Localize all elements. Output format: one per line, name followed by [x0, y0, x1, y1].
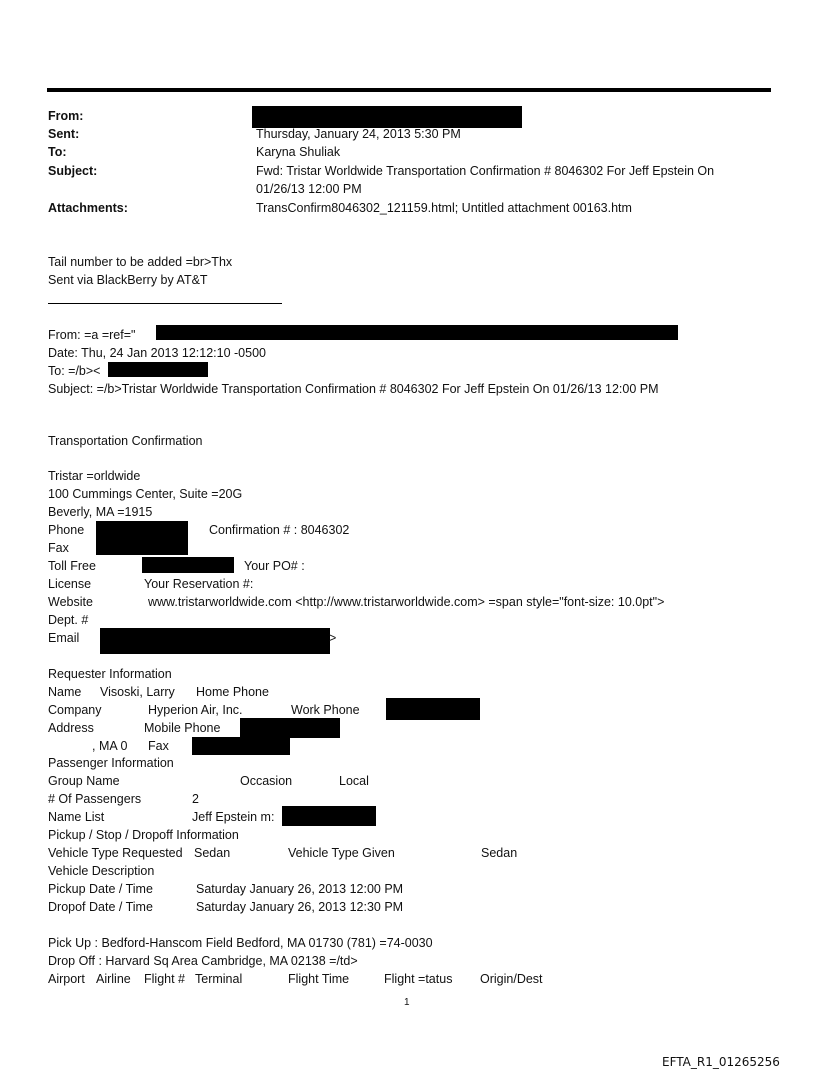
- redacted-mobile-phone: [240, 718, 340, 738]
- namelist-label: Name List: [48, 810, 105, 824]
- passenger-title: Passenger Information: [48, 756, 174, 770]
- flight-number-header: Flight #: [144, 972, 185, 986]
- local-label: Local: [339, 774, 369, 788]
- subject-line-1: Fwd: Tristar Worldwide Transportation Confirmation # 8046302 For Jeff Epstein On: [256, 164, 715, 178]
- flight-status-header: Flight =tatus: [384, 972, 453, 986]
- forward-subject: Subject: =/b>Tristar Worldwide Transportation Confirmation # 8046302 For Jeff Epstein On 01/26/13 12:00 PM: [48, 382, 659, 396]
- forward-to: To: =/b><: [48, 364, 101, 378]
- vehicle-description-label: Vehicle Description: [48, 864, 155, 878]
- dropoff-location: Drop Off : Harvard Sq Area Cambridge, MA 02138 =/td>: [48, 954, 358, 968]
- redacted-passenger-mobile: [282, 806, 376, 826]
- requester-fax-label: Fax: [148, 739, 169, 753]
- redacted-phone-fax: [96, 521, 188, 555]
- license-label: License: [48, 577, 92, 591]
- requester-address-label: Address: [48, 721, 94, 735]
- reservation-label: Your Reservation #:: [144, 577, 254, 591]
- forward-from: From: =a =ref=": [48, 328, 136, 342]
- subject-label: Subject:: [48, 164, 98, 178]
- company-name: Tristar =orldwide: [48, 469, 141, 483]
- attachments-value: TransConfirm8046302_121159.html; Untitled attachment 00163.htm: [256, 201, 632, 215]
- dropof-datetime-value: Saturday January 26, 2013 12:30 PM: [196, 900, 404, 914]
- redacted-email: [100, 628, 330, 654]
- signature-divider: [48, 303, 282, 304]
- fax-label: Fax: [48, 541, 69, 555]
- from-label: From:: [48, 109, 84, 123]
- forward-date: Date: Thu, 24 Jan 2013 12:12:10 -0500: [48, 346, 266, 360]
- redacted-sender: [252, 106, 522, 128]
- work-phone-label: Work Phone: [291, 703, 360, 717]
- vehicle-given-value: Sedan: [481, 846, 518, 860]
- requester-city: , MA 0: [92, 739, 128, 753]
- vehicle-requested-value: Sedan: [194, 846, 231, 860]
- po-label: Your PO# :: [244, 559, 305, 573]
- website-label: Website: [48, 595, 93, 609]
- intro-line-1: Tail number to be added =br>Thx: [48, 255, 233, 269]
- intro-line-2: Sent via BlackBerry by AT&T: [48, 273, 208, 287]
- attachments-label: Attachments:: [48, 201, 128, 215]
- page-number: 1: [404, 997, 410, 1008]
- confirmation-number: Confirmation # : 8046302: [209, 523, 350, 537]
- pickup-location: Pick Up : Bedford-Hanscom Field Bedford, MA 01730 (781) =74-0030: [48, 936, 433, 950]
- dept-label: Dept. #: [48, 613, 89, 627]
- redacted-forward-from: [156, 325, 678, 340]
- passenger-count-label: # Of Passengers: [48, 792, 142, 806]
- phone-label: Phone: [48, 523, 85, 537]
- flight-origin-header: Origin/Dest: [480, 972, 543, 986]
- pickup-datetime-value: Saturday January 26, 2013 12:00 PM: [196, 882, 404, 896]
- confirmation-title: Transportation Confirmation: [48, 434, 203, 448]
- company-address-2: Beverly, MA =1915: [48, 505, 153, 519]
- flight-terminal-header: Terminal: [195, 972, 243, 986]
- requester-name-value: Visoski, Larry: [100, 685, 175, 699]
- redacted-requester-fax: [192, 737, 290, 755]
- vehicle-requested-label: Vehicle Type Requested: [48, 846, 183, 860]
- requester-title: Requester Information: [48, 667, 172, 681]
- redacted-work-phone: [386, 698, 480, 720]
- home-phone-label: Home Phone: [196, 685, 269, 699]
- email-label: Email: [48, 631, 80, 645]
- pickup-datetime-label: Pickup Date / Time: [48, 882, 153, 896]
- email-tail: >: [329, 631, 337, 645]
- redacted-forward-to: [108, 362, 208, 377]
- tollfree-label: Toll Free: [48, 559, 96, 573]
- sent-label: Sent:: [48, 127, 80, 141]
- vehicle-given-label: Vehicle Type Given: [288, 846, 395, 860]
- dropof-datetime-label: Dropof Date / Time: [48, 900, 153, 914]
- redacted-tollfree: [142, 557, 234, 573]
- occasion-label: Occasion: [240, 774, 293, 788]
- passenger-count-value: 2: [192, 792, 199, 806]
- mobile-phone-label: Mobile Phone: [144, 721, 221, 735]
- website-value: www.tristarworldwide.com <http://www.tristarworldwide.com> =span style="font-size: 10.0pt">: [148, 595, 665, 609]
- flight-time-header: Flight Time: [288, 972, 350, 986]
- sent-value: Thursday, January 24, 2013 5:30 PM: [256, 127, 461, 141]
- to-label: To:: [48, 145, 67, 159]
- flight-airline-header: Airline: [96, 972, 131, 986]
- group-name-label: Group Name: [48, 774, 120, 788]
- namelist-value: Jeff Epstein m:: [192, 810, 275, 824]
- requester-company-label: Company: [48, 703, 102, 717]
- to-value: Karyna Shuliak: [256, 145, 341, 159]
- pickup-title: Pickup / Stop / Dropoff Information: [48, 828, 239, 842]
- requester-company-value: Hyperion Air, Inc.: [148, 703, 243, 717]
- flight-airport-header: Airport: [48, 972, 85, 986]
- document-id-footer: EFTA_R1_01265256: [662, 1055, 780, 1069]
- company-address-1: 100 Cummings Center, Suite =20G: [48, 487, 243, 501]
- requester-name-label: Name: [48, 685, 82, 699]
- subject-line-2: 01/26/13 12:00 PM: [256, 182, 362, 196]
- header-top-rule: [47, 88, 771, 92]
